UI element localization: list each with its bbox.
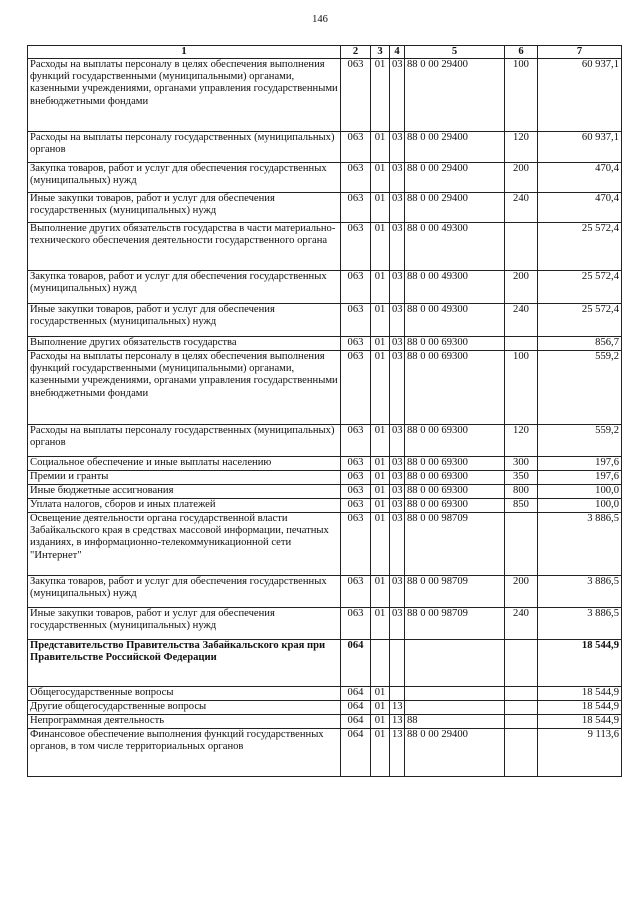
cell-name: Другие общегосударственные вопросы [28,701,341,715]
table-row [28,457,622,471]
cell-section: 01 [371,337,390,351]
cell-name: Иные закупки товаров, работ и услуг для обеспечения государственных (муниципальных) нужд [28,304,341,337]
cell-target-article [405,687,505,701]
cell-code: 063 [341,457,371,471]
cell-name: Финансовое обеспечение выполнения функций государственных органов, в том числе территориальных органов [28,729,341,777]
cell-expense-type [505,223,538,271]
table-row [28,351,622,425]
table-row [28,271,622,304]
cell-section: 01 [371,513,390,576]
cell-section: 01 [371,576,390,608]
table-row [28,499,622,513]
cell-code: 063 [341,337,371,351]
cell-section: 01 [371,729,390,777]
cell-target-article: 88 0 00 29400 [405,163,505,193]
cell-amount: 18 544,9 [538,701,622,715]
cell-name: Иные закупки товаров, работ и услуг для обеспечения государственных (муниципальных) нужд [28,193,341,223]
cell-code: 064 [341,715,371,729]
cell-section: 01 [371,471,390,485]
cell-section: 01 [371,132,390,163]
cell-target-article: 88 0 00 29400 [405,59,505,132]
cell-target-article: 88 0 00 49300 [405,304,505,337]
cell-subsection: 03 [390,608,405,640]
table-row [28,223,622,271]
cell-amount: 100,0 [538,499,622,513]
cell-subsection: 03 [390,471,405,485]
cell-section: 01 [371,271,390,304]
cell-name: Общегосударственные вопросы [28,687,341,701]
header-col-5: 5 [405,46,505,59]
cell-target-article: 88 0 00 69300 [405,337,505,351]
cell-code: 063 [341,513,371,576]
cell-amount: 470,4 [538,193,622,223]
cell-amount: 197,6 [538,471,622,485]
cell-expense-type: 100 [505,59,538,132]
cell-target-article: 88 0 00 69300 [405,457,505,471]
cell-subsection: 03 [390,576,405,608]
table-row [28,608,622,640]
cell-section: 01 [371,715,390,729]
cell-subsection: 03 [390,132,405,163]
cell-name: Представительство Правительства Забайкальского края при Правительстве Российской Федерации [28,640,341,687]
cell-subsection: 13 [390,715,405,729]
cell-name: Иные закупки товаров, работ и услуг для обеспечения государственных (муниципальных) нужд [28,608,341,640]
cell-expense-type [505,513,538,576]
cell-code: 063 [341,193,371,223]
cell-amount: 25 572,4 [538,304,622,337]
cell-name: Закупка товаров, работ и услуг для обеспечения государственных (муниципальных) нужд [28,271,341,304]
cell-section [371,640,390,687]
cell-name: Социальное обеспечение и иные выплаты населению [28,457,341,471]
cell-code: 063 [341,471,371,485]
cell-target-article: 88 [405,715,505,729]
cell-amount: 197,6 [538,457,622,471]
cell-target-article [405,701,505,715]
cell-target-article: 88 0 00 29400 [405,193,505,223]
table-row [28,729,622,777]
cell-code: 064 [341,701,371,715]
header-col-6: 6 [505,46,538,59]
cell-name: Уплата налогов, сборов и иных платежей [28,499,341,513]
cell-expense-type: 100 [505,351,538,425]
cell-name: Иные бюджетные ассигнования [28,485,341,499]
cell-amount: 3 886,5 [538,576,622,608]
cell-subsection: 03 [390,513,405,576]
cell-subsection: 03 [390,457,405,471]
cell-subsection: 03 [390,337,405,351]
cell-amount: 470,4 [538,163,622,193]
cell-section: 01 [371,608,390,640]
cell-amount: 60 937,1 [538,59,622,132]
cell-subsection [390,640,405,687]
table-row [28,640,622,687]
cell-name: Выполнение других обязательств государства в части материально-технического обеспечения деятельности государственного органа [28,223,341,271]
cell-subsection: 03 [390,425,405,457]
cell-expense-type: 800 [505,485,538,499]
cell-expense-type [505,640,538,687]
header-col-1: 1 [28,46,341,59]
cell-section: 01 [371,193,390,223]
cell-code: 064 [341,640,371,687]
cell-subsection: 03 [390,485,405,499]
cell-expense-type: 240 [505,304,538,337]
cell-section: 01 [371,351,390,425]
table-body [28,59,622,777]
cell-code: 064 [341,729,371,777]
cell-section: 01 [371,304,390,337]
cell-expense-type [505,337,538,351]
budget-table [27,45,622,777]
table-row [28,485,622,499]
table-row [28,687,622,701]
cell-code: 063 [341,499,371,513]
cell-subsection: 13 [390,729,405,777]
cell-code: 063 [341,425,371,457]
cell-expense-type: 240 [505,608,538,640]
cell-code: 063 [341,163,371,193]
cell-section: 01 [371,701,390,715]
cell-target-article: 88 0 00 98709 [405,608,505,640]
table-row [28,163,622,193]
cell-amount: 60 937,1 [538,132,622,163]
cell-code: 063 [341,351,371,425]
cell-name: Непрограммная деятельность [28,715,341,729]
cell-name: Расходы на выплаты персоналу в целях обеспечения выполнения функций государственными (муниципальными) органами, казенными учреждениями, органами управления государственными внебюджетными фондами [28,351,341,425]
cell-name: Освещение деятельности органа государственной власти Забайкальского края в средствах массовой информации, печатных изданиях, в информационно-телекоммуникационной сети "Интернет" [28,513,341,576]
cell-code: 063 [341,485,371,499]
cell-expense-type: 200 [505,163,538,193]
cell-code: 063 [341,576,371,608]
cell-expense-type [505,701,538,715]
table-row [28,425,622,457]
cell-code: 063 [341,271,371,304]
cell-section: 01 [371,499,390,513]
cell-code: 064 [341,687,371,701]
cell-amount: 856,7 [538,337,622,351]
cell-code: 063 [341,608,371,640]
cell-section: 01 [371,485,390,499]
cell-target-article: 88 0 00 69300 [405,499,505,513]
cell-amount: 9 113,6 [538,729,622,777]
cell-section: 01 [371,163,390,193]
cell-target-article: 88 0 00 69300 [405,351,505,425]
cell-target-article: 88 0 00 69300 [405,471,505,485]
cell-name: Выполнение других обязательств государства [28,337,341,351]
cell-name: Премии и гранты [28,471,341,485]
cell-amount: 18 544,9 [538,715,622,729]
cell-amount: 3 886,5 [538,513,622,576]
cell-expense-type: 200 [505,576,538,608]
cell-expense-type [505,729,538,777]
table-row [28,576,622,608]
cell-expense-type: 240 [505,193,538,223]
cell-subsection: 03 [390,271,405,304]
table-row [28,337,622,351]
header-col-2: 2 [341,46,371,59]
cell-expense-type [505,715,538,729]
cell-target-article: 88 0 00 69300 [405,425,505,457]
cell-expense-type: 350 [505,471,538,485]
cell-target-article: 88 0 00 98709 [405,513,505,576]
header-col-3: 3 [371,46,390,59]
cell-section: 01 [371,687,390,701]
cell-subsection: 03 [390,499,405,513]
table-row [28,132,622,163]
cell-subsection [390,687,405,701]
cell-name: Закупка товаров, работ и услуг для обеспечения государственных (муниципальных) нужд [28,163,341,193]
cell-target-article: 88 0 00 29400 [405,132,505,163]
cell-amount: 100,0 [538,485,622,499]
table-header-row [28,46,622,59]
cell-code: 063 [341,132,371,163]
cell-amount: 559,2 [538,351,622,425]
cell-target-article: 88 0 00 49300 [405,271,505,304]
table-row [28,701,622,715]
cell-subsection: 03 [390,193,405,223]
cell-subsection: 03 [390,304,405,337]
table-row [28,59,622,132]
cell-subsection: 13 [390,701,405,715]
cell-section: 01 [371,425,390,457]
cell-code: 063 [341,59,371,132]
cell-target-article [405,640,505,687]
cell-amount: 559,2 [538,425,622,457]
cell-amount: 18 544,9 [538,640,622,687]
cell-expense-type [505,687,538,701]
cell-expense-type: 200 [505,271,538,304]
cell-section: 01 [371,457,390,471]
header-col-7: 7 [538,46,622,59]
table-row [28,304,622,337]
cell-name: Закупка товаров, работ и услуг для обеспечения государственных (муниципальных) нужд [28,576,341,608]
cell-amount: 25 572,4 [538,223,622,271]
cell-amount: 25 572,4 [538,271,622,304]
cell-expense-type: 300 [505,457,538,471]
cell-subsection: 03 [390,351,405,425]
cell-expense-type: 850 [505,499,538,513]
table-row [28,715,622,729]
cell-amount: 3 886,5 [538,608,622,640]
cell-target-article: 88 0 00 98709 [405,576,505,608]
cell-section: 01 [371,223,390,271]
cell-expense-type: 120 [505,132,538,163]
cell-name: Расходы на выплаты персоналу государственных (муниципальных) органов [28,132,341,163]
cell-subsection: 03 [390,223,405,271]
cell-name: Расходы на выплаты персоналу в целях обеспечения выполнения функций государственными (муниципальными) органами, казенными учреждениями, органами управления государственными внебюджетными фондами [28,59,341,132]
cell-expense-type: 120 [505,425,538,457]
cell-subsection: 03 [390,163,405,193]
header-col-4: 4 [390,46,405,59]
cell-code: 063 [341,223,371,271]
table-row [28,513,622,576]
table-row [28,193,622,223]
cell-amount: 18 544,9 [538,687,622,701]
cell-target-article: 88 0 00 29400 [405,729,505,777]
page-number: 146 [312,14,328,25]
cell-name: Расходы на выплаты персоналу государственных (муниципальных) органов [28,425,341,457]
table-row [28,471,622,485]
cell-code: 063 [341,304,371,337]
cell-target-article: 88 0 00 69300 [405,485,505,499]
cell-subsection: 03 [390,59,405,132]
cell-section: 01 [371,59,390,132]
cell-target-article: 88 0 00 49300 [405,223,505,271]
